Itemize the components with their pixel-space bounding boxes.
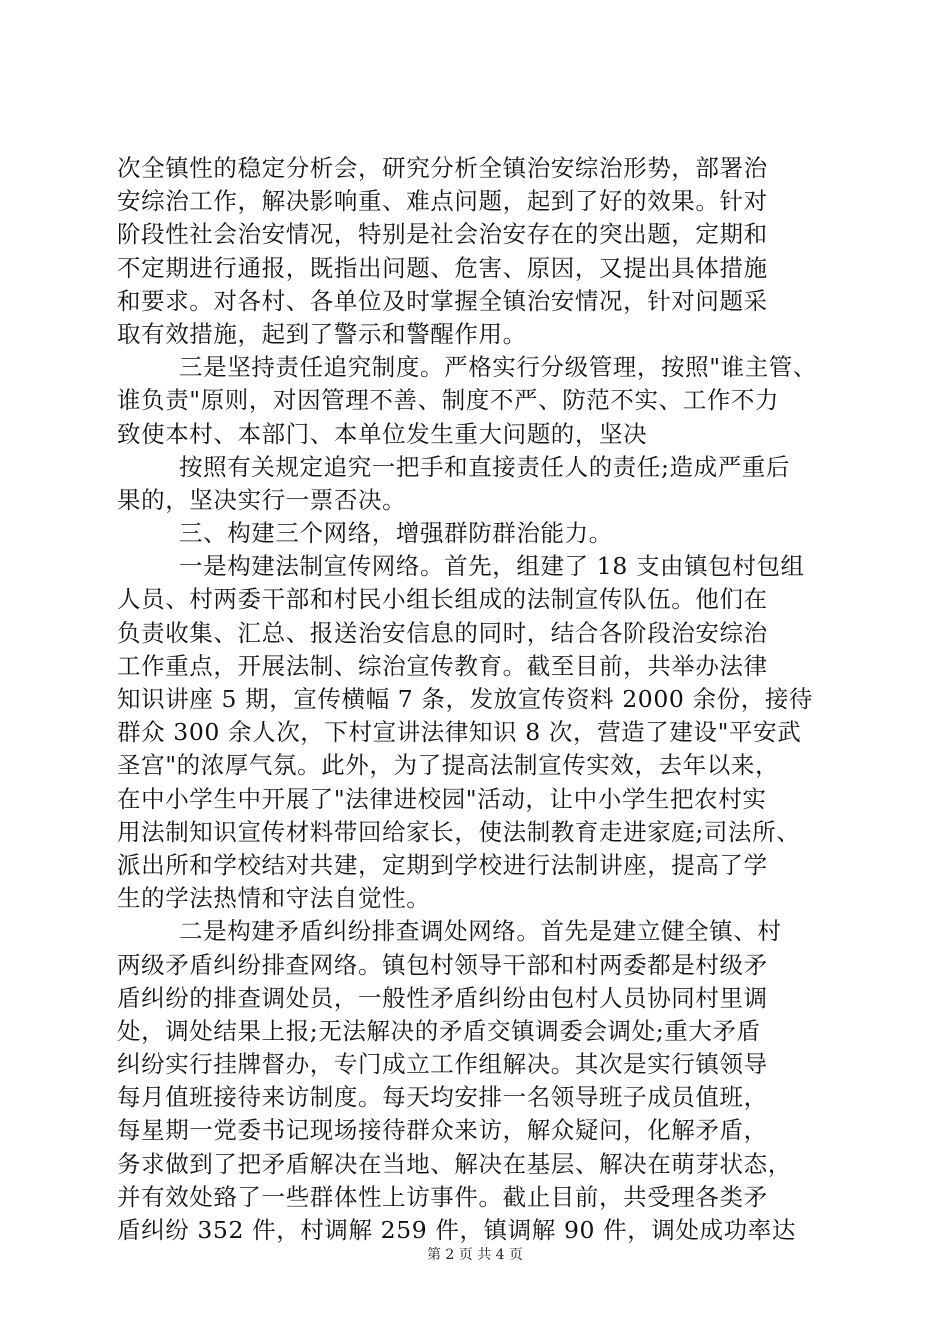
text-line: 每月值班接待来访制度。每天均安排一名领导班子成员值班， [117, 1083, 768, 1112]
text-line: 人员、村两委干部和村民小组长组成的法制宣传队伍。他们在 [117, 585, 768, 614]
text-line: 派出所和学校结对共建，定期到学校进行法制讲座，提高了学 [117, 850, 768, 879]
text-line: 并有效处臵了一些群体性上访事件。截止目前，共受理各类矛 [117, 1182, 768, 1211]
text-line: 果的，坚决实行一票否决。 [117, 485, 407, 514]
text-line: 二是构建矛盾纠纷排查调处网络。首先是建立健全镇、村 [179, 917, 782, 946]
document-body [117, 152, 837, 1247]
text-line: 纠纷实行挂牌督办，专门成立工作组解决。其次是实行镇领导 [117, 1050, 768, 1079]
text-line: 工作重点，开展法制、综治宣传教育。截至目前，共举办法律 [117, 651, 768, 680]
text-line: 用法制知识宣传材料带回给家长，使法制教育走进家庭;司法所、 [117, 817, 801, 846]
text-line: 和要求。对各村、各单位及时掌握全镇治安情况，针对问题采 [117, 286, 768, 315]
text-line: 谁负责"原则，对因管理不善、制度不严、防范不实、工作不力 [117, 386, 780, 415]
text-line: 群众 300 余人次，下村宣讲法律知识 8 次，营造了建设"平安武 [117, 718, 802, 747]
text-line: 盾纠纷的排查调处员，一般性矛盾纠纷由包村人员协同村里调 [117, 983, 768, 1012]
text-line: 按照有关规定追究一把手和直接责任人的责任;造成严重后 [179, 452, 791, 481]
text-line: 取有效措施，起到了警示和警醒作用。 [117, 319, 527, 348]
text-line: 处，调处结果上报;无法解决的矛盾交镇调委会调处;重大矛盾 [117, 1016, 761, 1045]
text-line: 三、构建三个网络，增强群防群治能力。 [179, 519, 613, 548]
text-line: 负责收集、汇总、报送治安信息的同时，结合各阶段治安综治 [117, 618, 768, 647]
text-line: 每星期一党委书记现场接待群众来访，解众疑问，化解矛盾， [117, 1116, 768, 1145]
text-line: 两级矛盾纠纷排查网络。镇包村领导干部和村两委都是村级矛 [117, 950, 768, 979]
text-line: 在中小学生中开展了"法律进校园"活动，让中小学生把农村实 [117, 784, 767, 813]
text-line: 一是构建法制宣传网络。首先，组建了 18 支由镇包村包组 [179, 552, 805, 581]
text-line: 务求做到了把矛盾解决在当地、解决在基层、解决在萌芽状态， [117, 1149, 792, 1178]
text-line: 阶段性社会治安情况，特别是社会治安存在的突出题，定期和 [117, 220, 768, 249]
text-line: 安综治工作，解决影响重、难点问题，起到了好的效果。针对 [117, 187, 768, 216]
text-line: 三是坚持责任追究制度。严格实行分级管理，按照"谁主管、 [179, 353, 818, 382]
page-footer: 第 2 页 共 4 页 [426, 1247, 524, 1263]
text-line: 致使本村、本部门、本单位发生重大问题的，坚决 [117, 419, 648, 448]
text-line: 不定期进行通报，既指出问题、危害、原因，又提出具体措施 [117, 253, 768, 282]
text-line: 生的学法热情和守法自觉性。 [117, 884, 431, 913]
text-line: 圣宫"的浓厚气氛。此外，为了提高法制宣传实效，去年以来， [117, 751, 780, 780]
text-line: 盾纠纷 352 件，村调解 259 件，镇调解 90 件，调处成功率达 [117, 1216, 796, 1244]
text-line: 次全镇性的稳定分析会，研究分析全镇治安综治形势，部署治 [117, 154, 768, 182]
text-line: 知识讲座 5 期，宣传横幅 7 条，发放宣传资料 2000 余份，接待 [117, 685, 814, 713]
